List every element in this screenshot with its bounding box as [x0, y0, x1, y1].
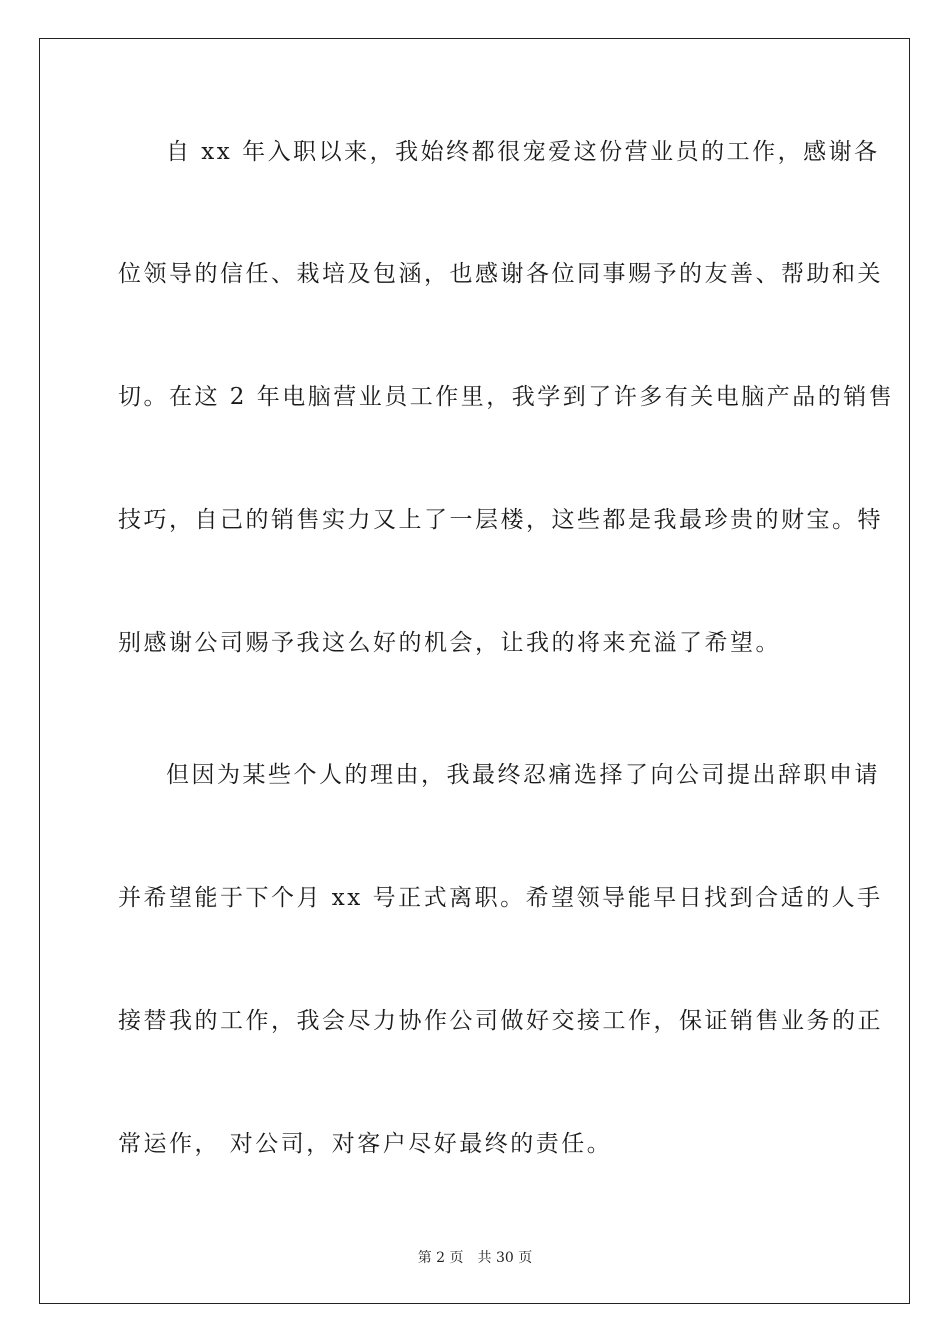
paragraph-1-line-4: 技巧，自己的销售实力又上了一层楼，这些都是我最珍贵的财宝。特	[118, 507, 883, 533]
paragraph-1-line-1: 自 xx 年入职以来，我始终都很宠爱这份营业员的工作，感谢各	[166, 139, 880, 165]
paragraph-1-line-3: 切。在这 2 年电脑营业员工作里，我学到了许多有关电脑产品的销售	[118, 384, 895, 410]
page-total: 共 30 页	[477, 1250, 533, 1266]
page-number: 第 2 页	[417, 1250, 464, 1266]
paragraph-1-line-5: 别感谢公司赐予我这么好的机会，让我的将来充溢了希望。	[118, 630, 781, 656]
paragraph-2-line-2: 并希望能于下个月 xx 号正式离职。希望领导能早日找到合适的人手	[118, 885, 883, 911]
paragraph-1-line-2: 位领导的信任、栽培及包涵，也感谢各位同事赐予的友善、帮助和关	[118, 261, 883, 287]
paragraph-2-line-4: 常运作， 对公司，对客户尽好最终的责任。	[118, 1131, 613, 1157]
page-frame	[39, 38, 910, 1304]
page-footer	[0, 1247, 950, 1267]
paragraph-2-line-3: 接替我的工作，我会尽力协作公司做好交接工作，保证销售业务的正	[118, 1008, 883, 1034]
paragraph-2-line-1: 但因为某些个人的理由，我最终忍痛选择了向公司提出辞职申请	[166, 762, 880, 788]
